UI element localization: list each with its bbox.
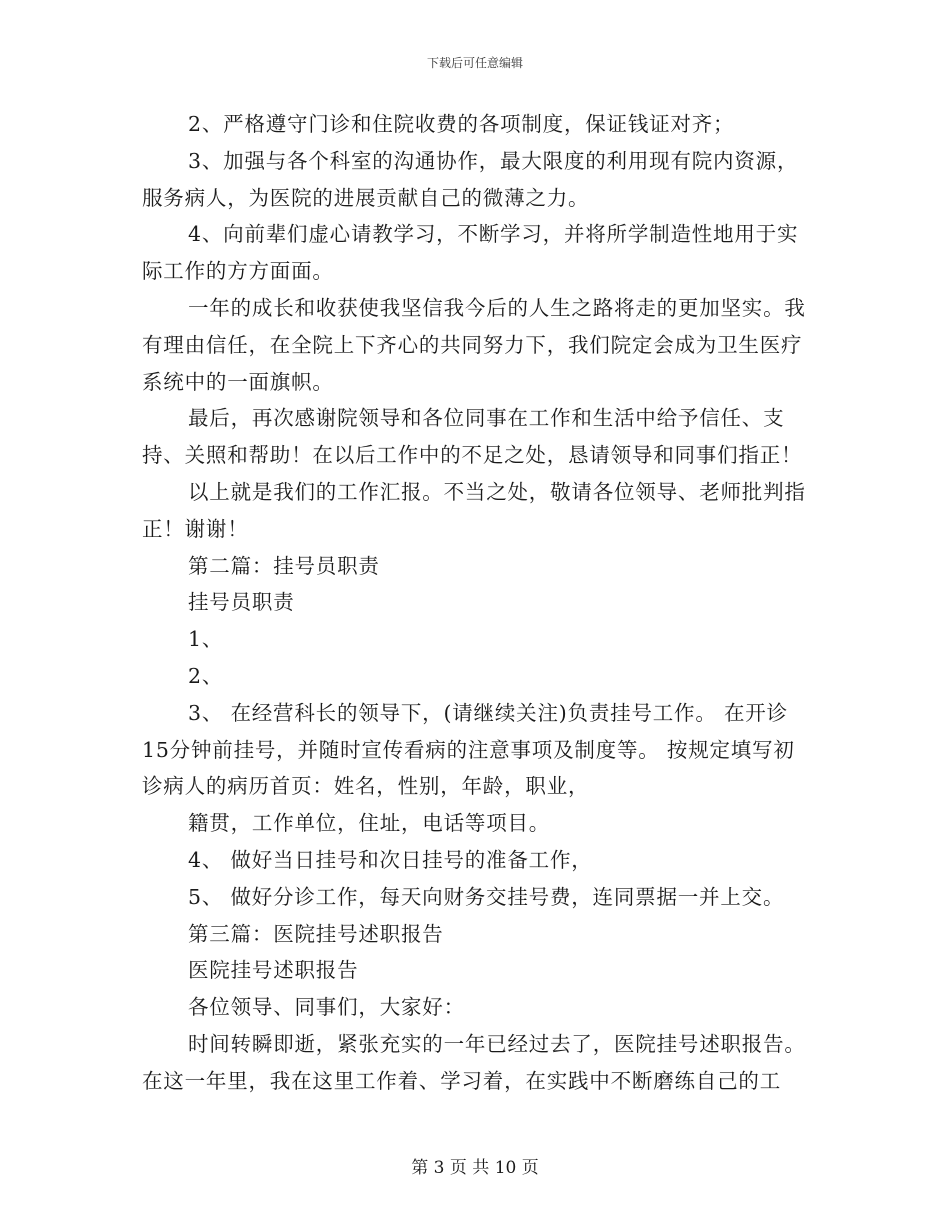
list-item: 5、 做好分诊工作，每天向财务交挂号费，连同票据一并上交。 bbox=[188, 884, 785, 909]
salutation: 各位领导、同事们，大家好： bbox=[188, 995, 465, 1020]
page-header: 下载后可任意编辑 bbox=[426, 56, 523, 70]
section-title: 挂号员职责 bbox=[188, 590, 295, 615]
list-item: 3、 在经营科长的领导下，(请继续关注)负责挂号工作。 在开诊15分钟前挂号，并随时宣传看病的注意事项及制度等。 按规定填写初诊病人的病历首页：姓名，性别，年龄，职业， bbox=[142, 700, 795, 799]
section-heading: 第二篇：挂号员职责 bbox=[188, 553, 380, 578]
section-title: 医院挂号述职报告 bbox=[188, 958, 359, 983]
paragraph: 最后，再次感谢院领导和各位同事在工作和生活中给予信任、支持、关照和帮助！在以后工作中的不足之处，恳请领导和同事们指正！ bbox=[142, 406, 803, 468]
paragraph: 2、严格遵守门诊和住院收费的各项制度，保证钱证对齐； bbox=[188, 112, 735, 136]
list-item: 2、 bbox=[188, 663, 224, 688]
paragraph: 3、加强与各个科室的沟通协作，最大限度的利用现有院内资源，服务病人，为医院的进展贡献自己的微薄之力。 bbox=[142, 148, 799, 210]
paragraph: 一年的成长和收获使我坚信我今后的人生之路将走的更加坚实。我有理由信任，在全院上下齐心的共同努力下，我们院定会成为卫生医疗系统中的一面旗帜。 bbox=[142, 295, 806, 394]
paragraph: 4、向前辈们虚心请教学习，不断学习，并将所学制造性地用于实际工作的方方面面。 bbox=[142, 222, 799, 284]
paragraph: 时间转瞬即逝，紧张充实的一年已经过去了，医院挂号述职报告。在这一年里，我在这里工作着、学习着，在实践中不断磨练自己的工 bbox=[142, 1031, 806, 1093]
list-item-continuation: 籍贯，工作单位，住址，电话等项目。 bbox=[188, 811, 551, 836]
list-item: 4、 做好当日挂号和次日挂号的准备工作， bbox=[188, 847, 593, 872]
list-item: 1、 bbox=[188, 627, 224, 652]
paragraph: 以上就是我们的工作汇报。不当之处，敬请各位领导、老师批判指正！谢谢！ bbox=[142, 479, 806, 541]
page-footer: 第 3 页 共 10 页 bbox=[411, 1158, 539, 1178]
section-heading: 第三篇：医院挂号述职报告 bbox=[188, 921, 444, 946]
document-body bbox=[142, 106, 812, 1100]
